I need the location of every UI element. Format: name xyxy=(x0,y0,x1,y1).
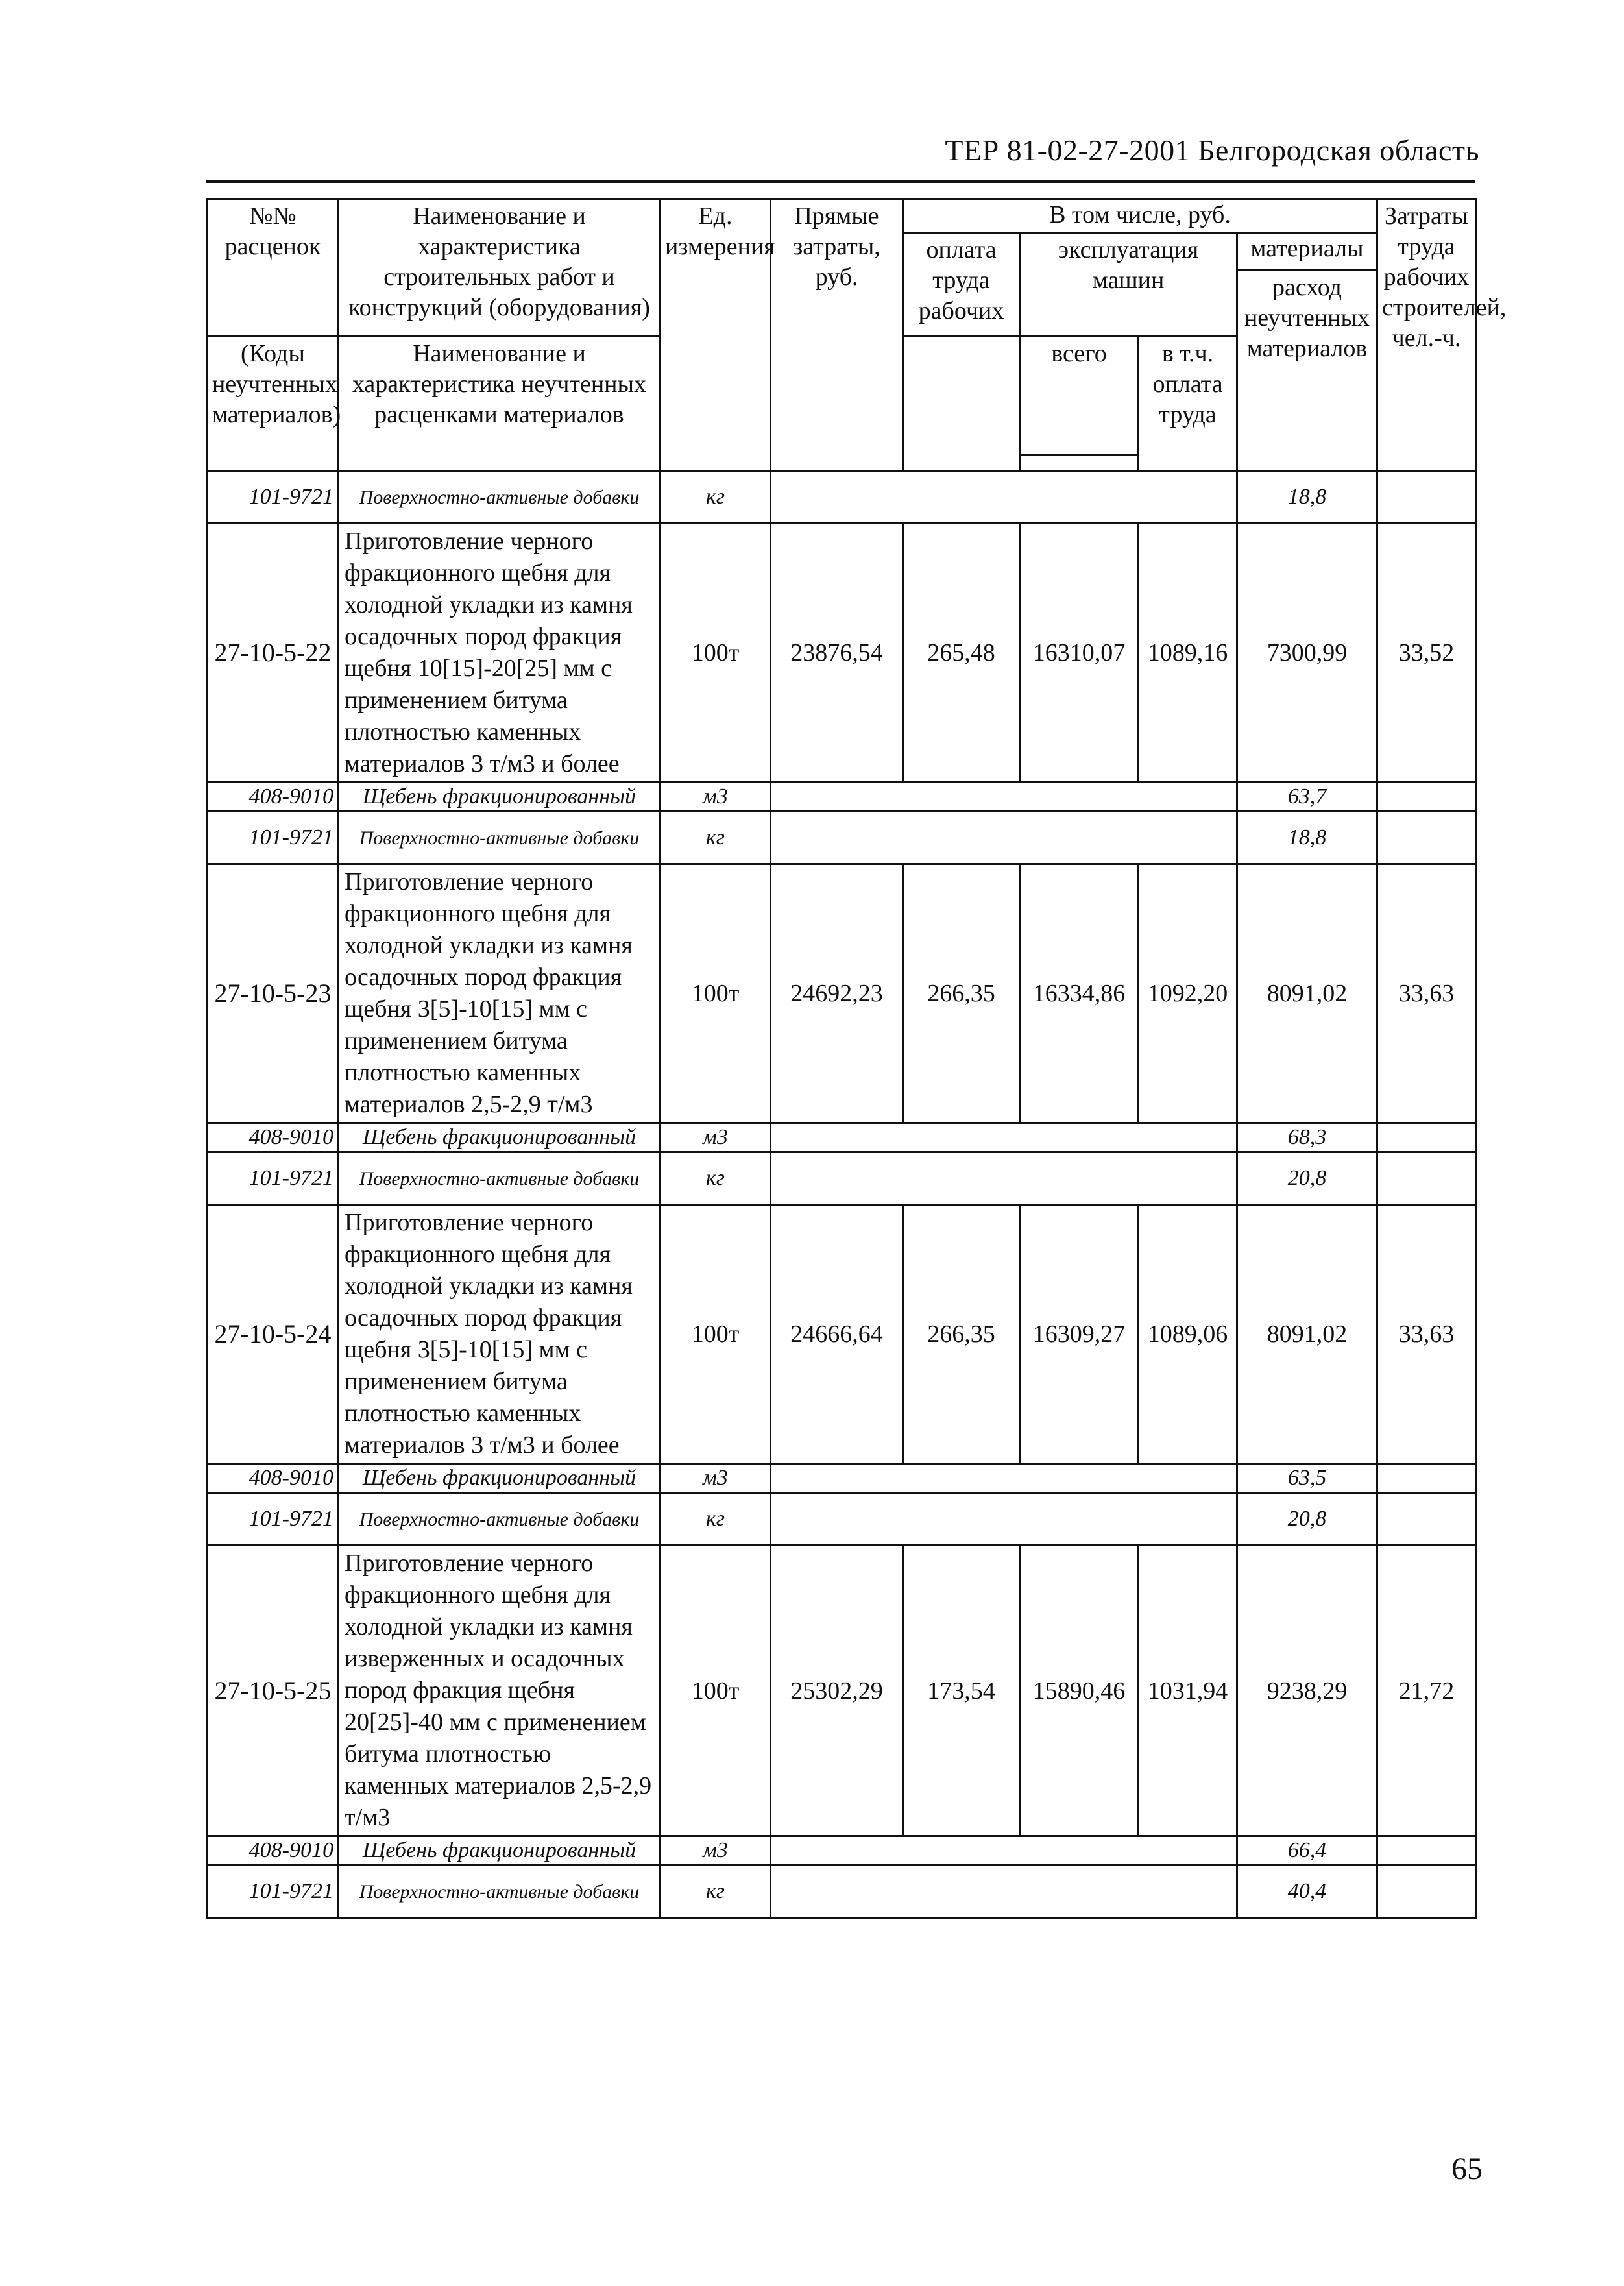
material-unit: м3 xyxy=(661,1836,771,1866)
material-code: 101-9721 xyxy=(208,1866,339,1918)
material-unit: м3 xyxy=(661,783,771,812)
material-row xyxy=(208,812,1476,864)
header-machines: эксплуатация машин xyxy=(1020,233,1237,337)
material-name: Щебень фракционированный xyxy=(339,1836,661,1866)
material-code: 101-9721 xyxy=(208,471,339,524)
rate-direct-costs: 24666,64 xyxy=(771,1205,903,1464)
header-including: В том числе, руб. xyxy=(903,199,1377,233)
header-machines-wages: в т.ч. оплата труда xyxy=(1139,337,1237,471)
header-machines-total: всего xyxy=(1020,337,1139,456)
rate-description: Приготовление черного фракционного щебня для холодной укладки из камня изверженных и осадочных пород фракция щебня 20[25]-40 мм с применением битума плотностью каменных материалов 2,5-2,9 т/м3 xyxy=(339,1546,661,1836)
material-row xyxy=(208,783,1476,812)
rates-table xyxy=(206,198,1507,1919)
material-empty-span xyxy=(771,1866,1237,1918)
rate-row xyxy=(208,864,1476,1123)
header-work-name: Наименование и характеристика строительных работ и конструкций (оборудования) xyxy=(339,199,661,337)
rate-code: 27-10-5-22 xyxy=(208,524,339,783)
rate-labor-costs: 21,72 xyxy=(1377,1546,1476,1836)
material-labor-empty xyxy=(1377,1866,1476,1918)
material-code: 101-9721 xyxy=(208,812,339,864)
rate-description: Приготовление черного фракционного щебня для холодной укладки из камня осадочных пород фракция щебня 3[5]-10[15] мм с применением битума плотностью каменных материалов 3 т/м3 и более xyxy=(339,1205,661,1464)
header-rule xyxy=(206,180,1475,183)
material-consumption: 18,8 xyxy=(1237,471,1377,524)
rate-materials: 8091,02 xyxy=(1237,864,1377,1123)
material-name: Поверхностно-активные добавки xyxy=(339,1493,661,1546)
material-empty-span xyxy=(771,1464,1237,1493)
header-materials: материалы xyxy=(1237,233,1377,271)
header-unaccounted-name: Наименование и характеристика неучтенных расценками материалов xyxy=(339,337,661,471)
material-consumption: 66,4 xyxy=(1237,1836,1377,1866)
material-unit: кг xyxy=(661,812,771,864)
rate-row xyxy=(208,1546,1476,1836)
material-code: 408-9010 xyxy=(208,1123,339,1152)
rate-machines-wages: 1089,06 xyxy=(1139,1205,1237,1464)
rate-direct-costs: 24692,23 xyxy=(771,864,903,1123)
material-labor-empty xyxy=(1377,1464,1476,1493)
material-labor-empty xyxy=(1377,783,1476,812)
material-unit: м3 xyxy=(661,1123,771,1152)
material-empty-span xyxy=(771,812,1237,864)
rate-machines-wages: 1031,94 xyxy=(1139,1546,1237,1836)
rate-labor-costs: 33,63 xyxy=(1377,864,1476,1123)
header-row-1 xyxy=(208,199,1476,233)
material-row xyxy=(208,1152,1476,1205)
rate-wages: 266,35 xyxy=(903,864,1020,1123)
rate-wages: 266,35 xyxy=(903,1205,1020,1464)
rate-machines-total: 16310,07 xyxy=(1020,524,1139,783)
material-unit: кг xyxy=(661,1493,771,1546)
material-consumption: 18,8 xyxy=(1237,812,1377,864)
material-name: Щебень фракционированный xyxy=(339,1123,661,1152)
material-row xyxy=(208,1836,1476,1866)
material-name: Поверхностно-активные добавки xyxy=(339,1152,661,1205)
rate-unit: 100т xyxy=(661,1546,771,1836)
rate-wages: 265,48 xyxy=(903,524,1020,783)
material-code: 408-9010 xyxy=(208,1464,339,1493)
rate-code: 27-10-5-25 xyxy=(208,1546,339,1836)
header-unit: Ед. измерения xyxy=(661,199,771,471)
material-consumption: 20,8 xyxy=(1237,1493,1377,1546)
rate-machines-total: 16309,27 xyxy=(1020,1205,1139,1464)
material-code: 408-9010 xyxy=(208,783,339,812)
rate-code: 27-10-5-23 xyxy=(208,864,339,1123)
material-name: Щебень фракционированный xyxy=(339,1464,661,1493)
material-consumption: 63,7 xyxy=(1237,783,1377,812)
material-row xyxy=(208,1493,1476,1546)
rate-row xyxy=(208,524,1476,783)
material-name: Поверхностно-активные добавки xyxy=(339,1866,661,1918)
page-header-title: ТЕР 81-02-27-2001 Белгородская область xyxy=(945,134,1479,167)
header-direct-costs: Прямые затраты, руб. xyxy=(771,199,903,471)
rate-description: Приготовление черного фракционного щебня для холодной укладки из камня осадочных пород фракция щебня 10[15]-20[25] мм с применением битума плотностью каменных материалов 3 т/м3 и более xyxy=(339,524,661,783)
material-code: 408-9010 xyxy=(208,1836,339,1866)
rate-materials: 7300,99 xyxy=(1237,524,1377,783)
material-labor-empty xyxy=(1377,1836,1476,1866)
material-labor-empty xyxy=(1377,471,1476,524)
material-name: Поверхностно-активные добавки xyxy=(339,471,661,524)
material-code: 101-9721 xyxy=(208,1493,339,1546)
rate-unit: 100т xyxy=(661,1205,771,1464)
material-labor-empty xyxy=(1377,812,1476,864)
header-machines-total-continued xyxy=(1020,456,1139,471)
material-row xyxy=(208,1123,1476,1152)
material-name: Щебень фракционированный xyxy=(339,783,661,812)
rate-code: 27-10-5-24 xyxy=(208,1205,339,1464)
material-unit: кг xyxy=(661,1152,771,1205)
material-unit: кг xyxy=(661,471,771,524)
rate-direct-costs: 25302,29 xyxy=(771,1546,903,1836)
material-row xyxy=(208,1464,1476,1493)
material-empty-span xyxy=(771,471,1237,524)
header-labor-costs: Затраты труда рабочих строителей, чел.-ч. xyxy=(1377,199,1476,471)
header-wages-continued xyxy=(903,337,1020,471)
rate-unit: 100т xyxy=(661,524,771,783)
rate-description: Приготовление черного фракционного щебня для холодной укладки из камня осадочных пород фракция щебня 3[5]-10[15] мм с применением битума плотностью каменных материалов 2,5-2,9 т/м3 xyxy=(339,864,661,1123)
rate-labor-costs: 33,52 xyxy=(1377,524,1476,783)
material-empty-span xyxy=(771,1123,1237,1152)
rate-machines-wages: 1092,20 xyxy=(1139,864,1237,1123)
material-row xyxy=(208,471,1476,524)
material-consumption: 20,8 xyxy=(1237,1152,1377,1205)
rate-machines-wages: 1089,16 xyxy=(1139,524,1237,783)
header-material-codes: (Коды неучтенных материалов) xyxy=(208,337,339,471)
rate-labor-costs: 33,63 xyxy=(1377,1205,1476,1464)
material-empty-span xyxy=(771,783,1237,812)
rate-direct-costs: 23876,54 xyxy=(771,524,903,783)
material-labor-empty xyxy=(1377,1493,1476,1546)
material-empty-span xyxy=(771,1152,1237,1205)
header-materials-consumption: расход неучтенных материалов xyxy=(1237,271,1377,471)
rate-machines-total: 15890,46 xyxy=(1020,1546,1139,1836)
material-labor-empty xyxy=(1377,1152,1476,1205)
material-empty-span xyxy=(771,1493,1237,1546)
page-number: 65 xyxy=(1451,2152,1483,2186)
material-consumption: 40,4 xyxy=(1237,1866,1377,1918)
material-labor-empty xyxy=(1377,1123,1476,1152)
rate-materials: 9238,29 xyxy=(1237,1546,1377,1836)
header-rate-number: №№ расценок xyxy=(208,199,339,337)
rate-wages: 173,54 xyxy=(903,1546,1020,1836)
rate-row xyxy=(208,1205,1476,1464)
material-unit: м3 xyxy=(661,1464,771,1493)
rate-unit: 100т xyxy=(661,864,771,1123)
material-code: 101-9721 xyxy=(208,1152,339,1205)
material-consumption: 63,5 xyxy=(1237,1464,1377,1493)
table-body xyxy=(208,199,1507,1918)
material-empty-span xyxy=(771,1836,1237,1866)
header-wages: оплата труда рабочих xyxy=(903,233,1020,337)
material-row xyxy=(208,1866,1476,1918)
material-unit: кг xyxy=(661,1866,771,1918)
material-consumption: 68,3 xyxy=(1237,1123,1377,1152)
rate-machines-total: 16334,86 xyxy=(1020,864,1139,1123)
rate-materials: 8091,02 xyxy=(1237,1205,1377,1464)
material-name: Поверхностно-активные добавки xyxy=(339,812,661,864)
